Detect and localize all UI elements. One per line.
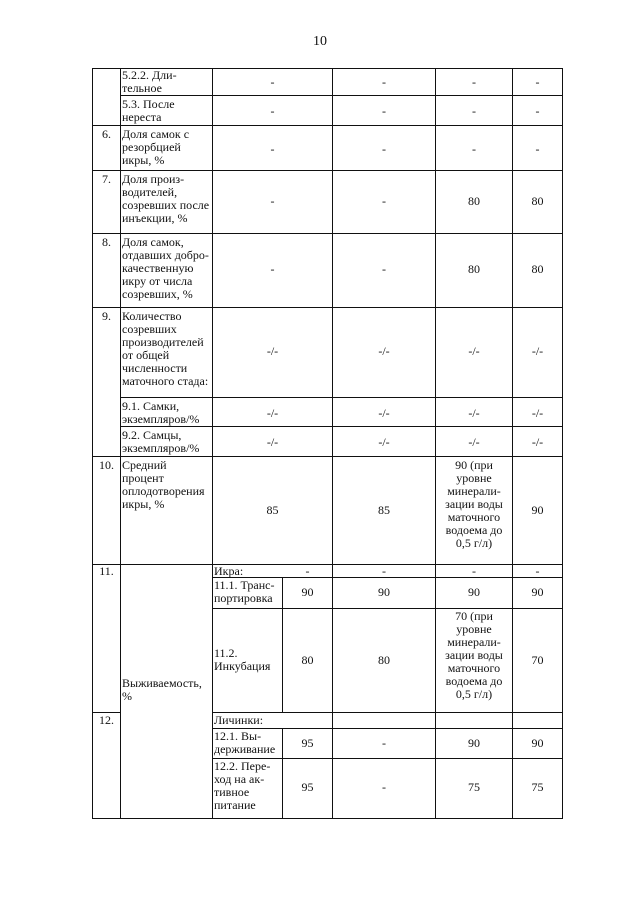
row-9-number: 9.: [102, 310, 111, 323]
row-12-1-value-2: -: [382, 737, 386, 750]
page-number: 10: [313, 34, 327, 49]
row-9-value-3: -/-: [468, 345, 480, 358]
row-10-value-4: 90: [531, 504, 544, 517]
row-11-2-value-4: 70: [531, 654, 544, 667]
row-9-2-value-2: -/-: [378, 436, 390, 449]
row-12-2-value-2: -: [382, 781, 386, 794]
row-9-value-4: -/-: [531, 345, 544, 358]
row-9-2-value-4: -/-: [531, 436, 544, 449]
row-9-1-value-4: -/-: [531, 407, 544, 420]
row-12-1-value-4: 90: [531, 737, 544, 750]
row-7-value-1: -: [270, 195, 275, 208]
row-10-value-3: 90 (при уровне минерали- зации воды маточного водоема до 0,5 г/л): [445, 459, 503, 550]
row-9-1-value-2: -/-: [378, 407, 390, 420]
row-11-header-value-4: -: [535, 565, 540, 578]
row-11-number: 11.: [99, 565, 114, 578]
row-6-number: 6.: [102, 128, 111, 141]
row-11-1-label: 11.1. Транс- портировка: [214, 579, 275, 605]
row-10-value-2: 85: [378, 504, 390, 517]
row-6-value-1: -: [270, 143, 275, 156]
row-7-label: Доля произ- водителей, созревших после инъекции, %: [122, 173, 210, 225]
data-table: [92, 68, 562, 819]
row-9-1-value-3: -/-: [468, 407, 480, 420]
row-5-2-2-value-1: -: [270, 76, 275, 89]
row-5-2-2-value-3: -: [472, 76, 476, 89]
row-6-value-3: -: [472, 143, 476, 156]
row-12-1-label: 12.1. Вы- держивание: [214, 730, 276, 756]
row-9-label: Количество созревших производителей от общей численности маточного стада:: [122, 310, 209, 388]
row-11-subheader: Икра:: [214, 565, 244, 578]
row-8-value-2: -: [382, 263, 386, 276]
row-5-3-value-3: -: [472, 105, 476, 118]
row-12-number: 12.: [99, 714, 114, 727]
row-7-value-4: 80: [531, 195, 544, 208]
row-5-2-2-value-4: -: [535, 76, 540, 89]
row-11-2-value-2: 80: [378, 654, 390, 667]
row-11-header-value-1: -: [305, 565, 310, 578]
row-11-2-value-3: 70 (при уровне минерали- зации воды маточного водоема до 0,5 г/л): [445, 610, 503, 701]
row-11-header-value-3: -: [472, 565, 476, 578]
row-5-2-2-value-2: -: [382, 76, 386, 89]
row-12-2-label: 12.2. Пере- ход на ак- тивное питание: [214, 760, 271, 812]
row-7-value-3: 80: [468, 195, 480, 208]
row-11-header-value-2: -: [382, 565, 386, 578]
row-11-2-label: 11.2. Инкубация: [214, 647, 271, 673]
row-9-1-label: 9.1. Самки, экземпляров/%: [122, 400, 200, 426]
row-8-value-4: 80: [531, 263, 544, 276]
row-12-2-value-4: 75: [531, 781, 544, 794]
row-8-value-1: -: [270, 263, 275, 276]
row-11-1-value-1: 90: [301, 586, 314, 599]
row-11-1-value-4: 90: [531, 586, 544, 599]
row-12-subheader: Личинки:: [214, 714, 264, 727]
row-9-2-label: 9.2. Самцы, экземпляров/%: [122, 429, 200, 455]
row-8-value-3: 80: [468, 263, 480, 276]
row-5-3-value-2: -: [382, 105, 386, 118]
row-9-2-value-3: -/-: [468, 436, 480, 449]
row-6-value-4: -: [535, 143, 540, 156]
row-12-2-value-3: 75: [468, 781, 480, 794]
row-11-1-value-3: 90: [468, 586, 480, 599]
row-12-1-value-3: 90: [468, 737, 480, 750]
row-9-2-value-1: -/-: [266, 436, 279, 449]
row-10-label: Средний процент оплодотворения икры, %: [122, 459, 205, 511]
row-9-1-value-1: -/-: [266, 407, 279, 420]
survival-label: Выживаемость, %: [122, 677, 202, 703]
row-5-3-value-4: -: [535, 105, 540, 118]
row-5-3-value-1: -: [270, 105, 275, 118]
row-10-value-1: 85: [266, 504, 279, 517]
row-12-2-value-1: 95: [301, 781, 314, 794]
row-9-value-1: -/-: [266, 345, 279, 358]
row-12-1-value-1: 95: [301, 737, 314, 750]
row-11-2-value-1: 80: [301, 654, 314, 667]
row-9-value-2: -/-: [378, 345, 390, 358]
row-8-label: Доля самок, отдавших добро- качественную икру от числа созревших, %: [122, 236, 209, 301]
row-10-number: 10.: [99, 459, 114, 472]
row-7-number: 7.: [102, 173, 111, 186]
row-11-1-value-2: 90: [378, 586, 390, 599]
row-5-3-label: 5.3. После нереста: [122, 98, 175, 124]
row-5-2-2-label: 5.2.2. Дли- тельное: [122, 69, 177, 95]
row-8-number: 8.: [102, 236, 111, 249]
row-6-label: Доля самок с резорбцией икры, %: [122, 128, 190, 167]
row-6-value-2: -: [382, 143, 386, 156]
row-7-value-2: -: [382, 195, 386, 208]
